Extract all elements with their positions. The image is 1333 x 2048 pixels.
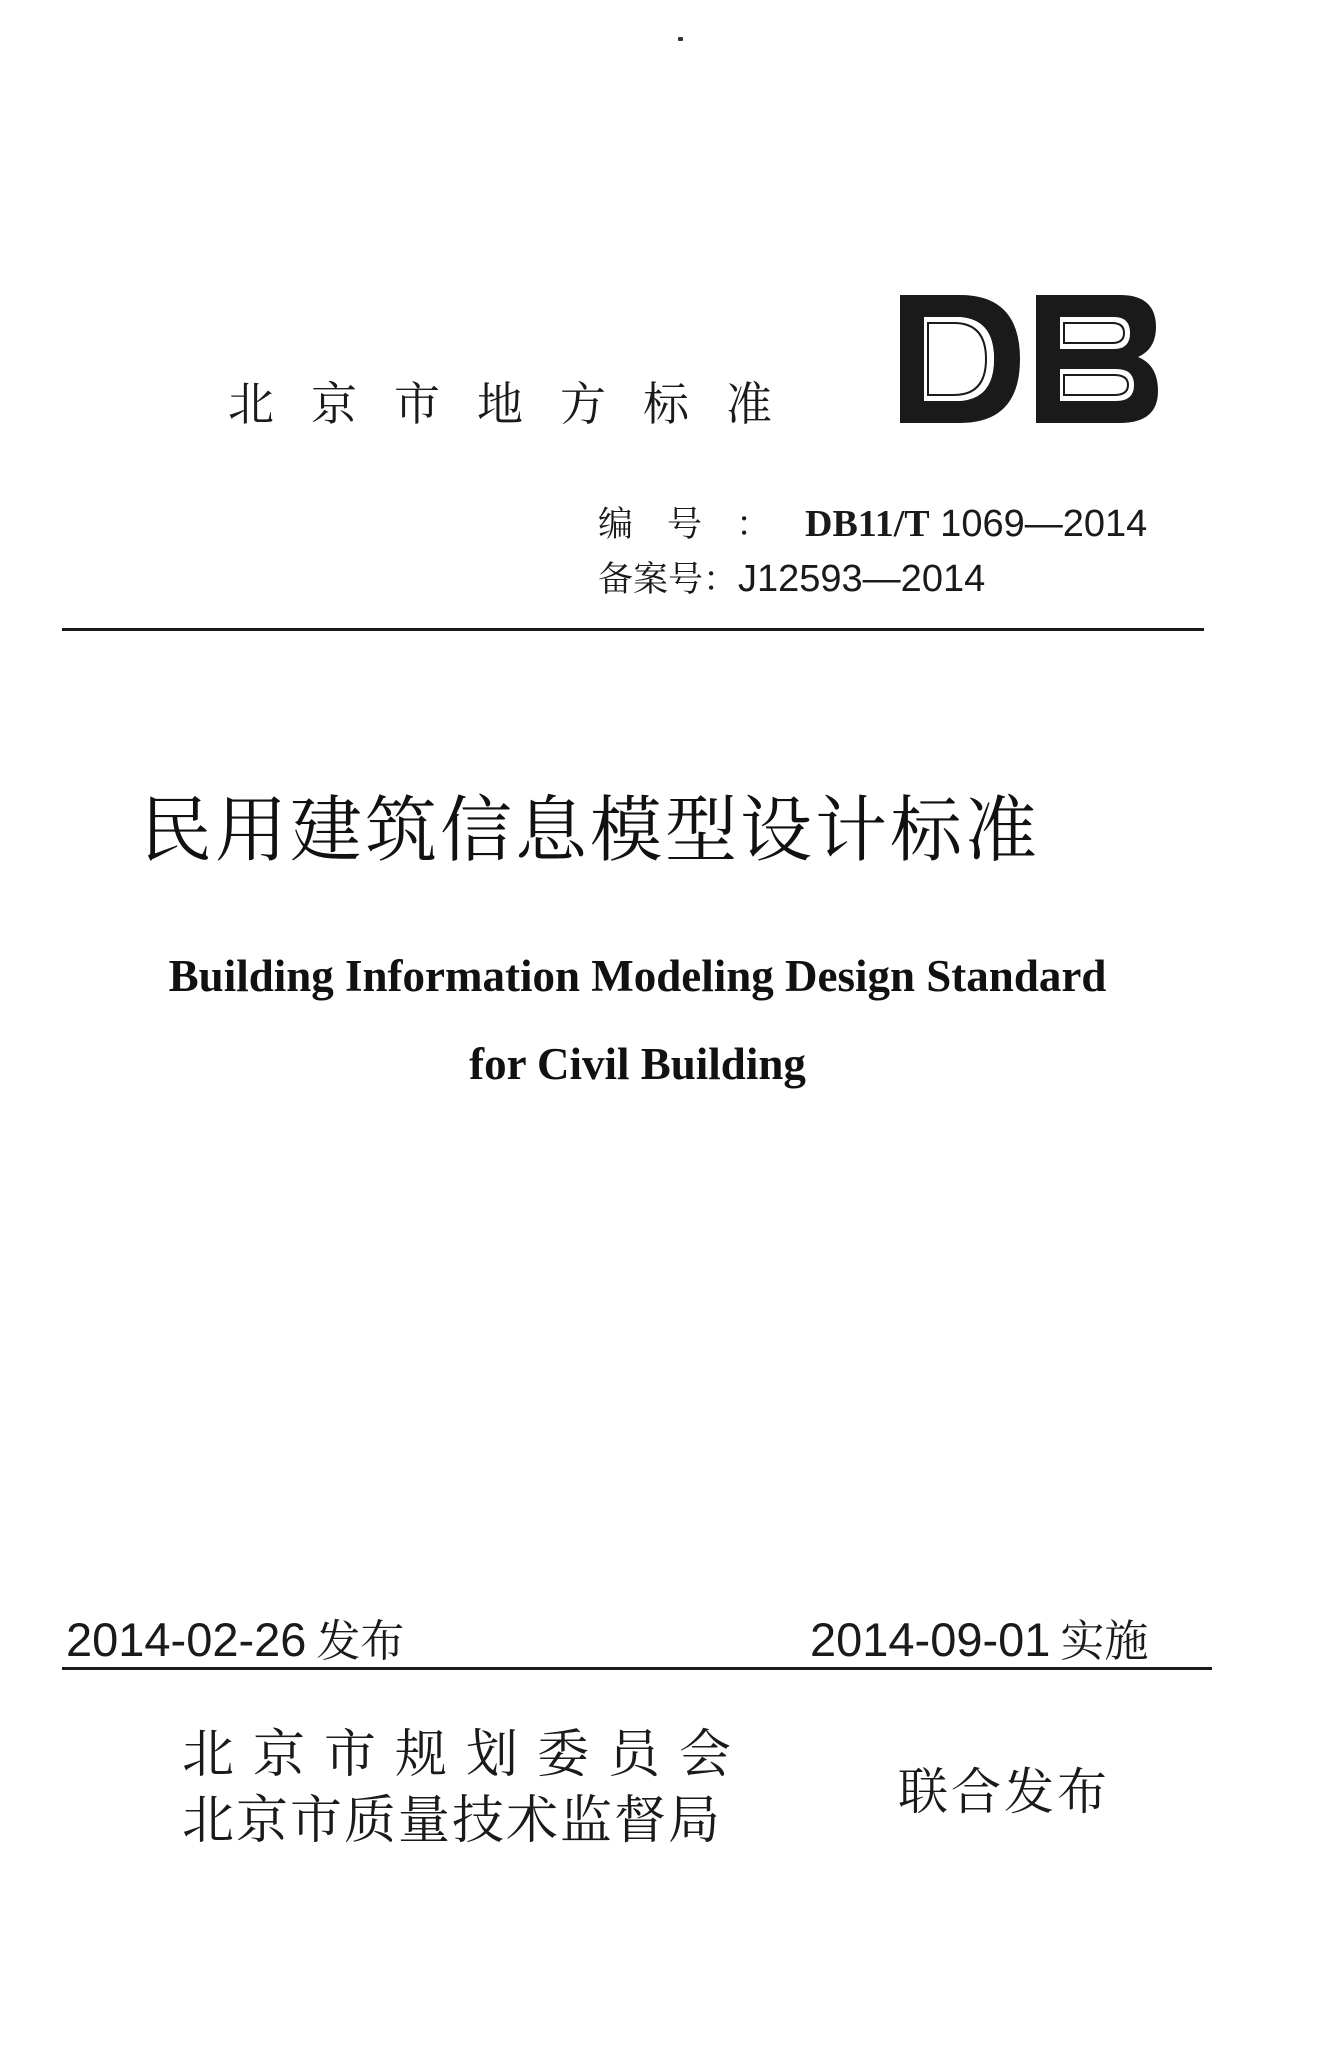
db-logo <box>898 293 1160 425</box>
standard-number-prefix: DB11/T <box>805 503 930 545</box>
effective-date <box>810 1605 1148 1669</box>
standard-number-digits: 1069—2014 <box>929 503 1148 545</box>
standard-number-row <box>598 497 1147 552</box>
joint-release-label: 联合发布 <box>898 1763 1110 1821</box>
record-number-value: J12593—2014 <box>738 558 986 600</box>
publish-date <box>66 1605 404 1669</box>
effective-date-value: 2014-09-01 <box>810 1613 1051 1666</box>
title-chinese: 民用建筑信息模型设计标准 <box>140 788 1041 872</box>
code-block <box>598 497 1147 607</box>
publish-date-value: 2014-02-26 <box>66 1613 307 1666</box>
record-number-label: 备案号： <box>598 560 739 600</box>
record-number-row <box>598 552 1147 607</box>
standard-number-label: 编号： <box>598 505 806 545</box>
issuer-planning-commission: 北京市规划委员会 <box>182 1725 751 1785</box>
title-english-line1: Building Information Modeling Design Standard <box>168 951 1107 1001</box>
issuer-quality-bureau: 北京市质量技术监督局 <box>182 1791 723 1851</box>
effective-date-label: 实施 <box>1060 1616 1149 1667</box>
scan-speck <box>678 37 683 41</box>
bottom-divider <box>62 1667 1212 1670</box>
publish-date-label: 发布 <box>316 1616 405 1667</box>
top-divider <box>62 628 1204 631</box>
standard-number-value <box>805 497 1147 551</box>
title-english-line2: for Civil Building <box>469 1039 806 1089</box>
standard-type-heading: 北京市地方标准 <box>228 377 809 431</box>
